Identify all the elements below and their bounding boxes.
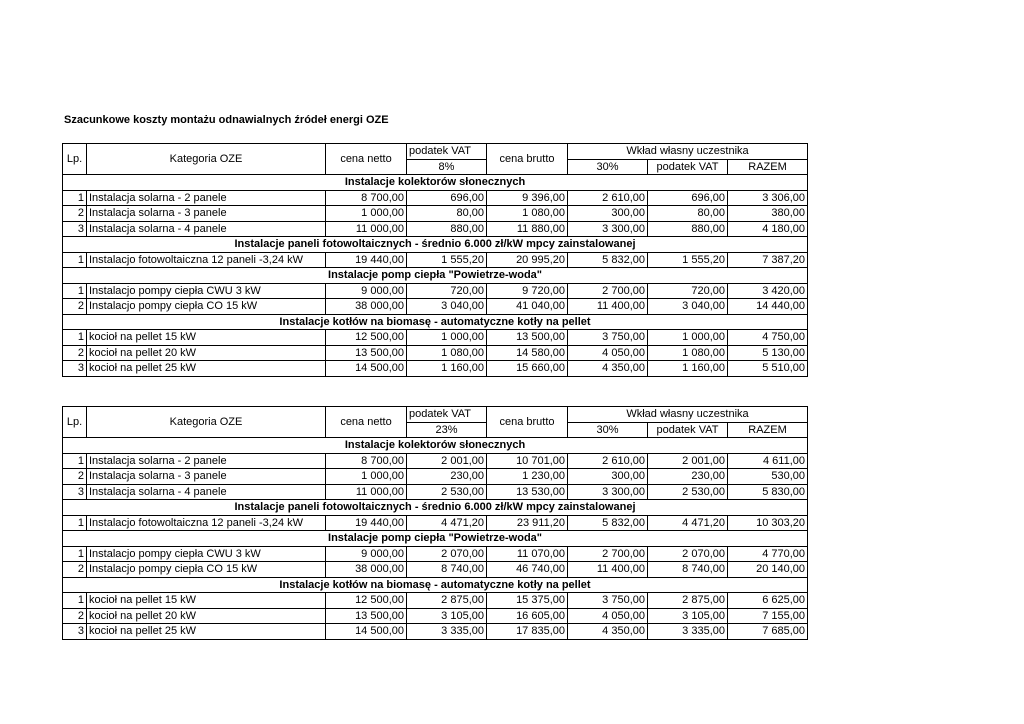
row-net-price: 38 000,00	[326, 562, 407, 578]
row-own-30: 3 750,00	[568, 593, 648, 609]
row-own-vat: 3 105,00	[648, 608, 728, 624]
row-own-total: 4 770,00	[728, 546, 808, 562]
table-row	[63, 608, 808, 624]
row-vat: 696,00	[407, 190, 487, 206]
section-row	[63, 500, 808, 516]
row-own-total: 7 387,20	[728, 252, 808, 268]
row-vat: 3 105,00	[407, 608, 487, 624]
section-row	[63, 577, 808, 593]
row-lp: 1	[63, 330, 87, 346]
row-own-total: 4 750,00	[728, 330, 808, 346]
row-own-vat: 880,00	[648, 221, 728, 237]
row-net-price: 11 000,00	[326, 221, 407, 237]
row-gross-price: 16 605,00	[487, 608, 568, 624]
header-vat-rate: 8%	[407, 159, 487, 175]
row-gross-price: 23 911,20	[487, 515, 568, 531]
row-own-30: 300,00	[568, 206, 648, 222]
row-own-total: 5 130,00	[728, 345, 808, 361]
row-own-vat: 3 040,00	[648, 299, 728, 315]
row-own-total: 3 306,00	[728, 190, 808, 206]
row-gross-price: 17 835,00	[487, 624, 568, 640]
row-own-30: 2 610,00	[568, 453, 648, 469]
row-lp: 1	[63, 515, 87, 531]
row-own-30: 3 750,00	[568, 330, 648, 346]
row-lp: 3	[63, 484, 87, 500]
row-gross-price: 1 230,00	[487, 469, 568, 485]
table-row	[63, 345, 808, 361]
row-gross-price: 9 396,00	[487, 190, 568, 206]
row-vat: 720,00	[407, 283, 487, 299]
row-vat: 2 001,00	[407, 453, 487, 469]
row-gross-price: 10 701,00	[487, 453, 568, 469]
row-lp: 1	[63, 453, 87, 469]
header-category: Kategoria OZE	[87, 144, 326, 175]
row-own-vat: 2 001,00	[648, 453, 728, 469]
row-lp: 2	[63, 469, 87, 485]
row-lp: 1	[63, 546, 87, 562]
row-category-name: Instalacjo fotowoltaiczna 12 paneli -3,24 kW	[87, 515, 326, 531]
header-category: Kategoria OZE	[87, 407, 326, 438]
row-category-name: Instalacjo pompy ciepła CWU 3 kW	[87, 283, 326, 299]
row-category-name: Instalacjo pompy ciepła CWU 3 kW	[87, 546, 326, 562]
row-own-30: 5 832,00	[568, 252, 648, 268]
table-row	[63, 515, 808, 531]
header-net-price: cena netto	[326, 144, 407, 175]
row-gross-price: 20 995,20	[487, 252, 568, 268]
row-own-total: 7 155,00	[728, 608, 808, 624]
row-vat: 80,00	[407, 206, 487, 222]
row-own-total: 5 830,00	[728, 484, 808, 500]
row-own-vat: 80,00	[648, 206, 728, 222]
row-net-price: 9 000,00	[326, 546, 407, 562]
row-lp: 2	[63, 299, 87, 315]
row-category-name: Instalacja solarna - 3 panele	[87, 469, 326, 485]
row-own-30: 3 300,00	[568, 221, 648, 237]
row-own-vat: 720,00	[648, 283, 728, 299]
row-own-vat: 696,00	[648, 190, 728, 206]
row-own-total: 4 180,00	[728, 221, 808, 237]
header-row	[63, 407, 808, 423]
row-net-price: 13 500,00	[326, 608, 407, 624]
row-gross-price: 46 740,00	[487, 562, 568, 578]
row-own-vat: 1 160,00	[648, 361, 728, 377]
header-lp: Lp.	[63, 407, 87, 438]
cost-table-vat-23	[62, 406, 808, 640]
row-vat: 2 875,00	[407, 593, 487, 609]
row-own-total: 3 420,00	[728, 283, 808, 299]
row-category-name: Instalacjo fotowoltaiczna 12 paneli -3,24 kW	[87, 252, 326, 268]
row-vat: 880,00	[407, 221, 487, 237]
row-vat: 1 160,00	[407, 361, 487, 377]
section-title: Instalacje pomp ciepła "Powietrze-woda"	[63, 531, 808, 547]
section-row	[63, 438, 808, 454]
document-title: Szacunkowe koszty montażu odnawialnych źródeł energi OZE	[64, 114, 389, 126]
row-own-vat: 2 875,00	[648, 593, 728, 609]
header-vat: podatek VAT	[407, 407, 487, 423]
row-net-price: 12 500,00	[326, 593, 407, 609]
table-row	[63, 453, 808, 469]
section-title: Instalacje kolektorów słonecznych	[63, 438, 808, 454]
row-net-price: 19 440,00	[326, 515, 407, 531]
row-vat: 230,00	[407, 469, 487, 485]
cost-table-vat-8	[62, 143, 808, 377]
header-net-price: cena netto	[326, 407, 407, 438]
row-own-vat: 1 555,20	[648, 252, 728, 268]
row-own-30: 11 400,00	[568, 562, 648, 578]
row-gross-price: 15 660,00	[487, 361, 568, 377]
section-row	[63, 268, 808, 284]
row-category-name: Instalacja solarna - 3 panele	[87, 206, 326, 222]
row-lp: 1	[63, 252, 87, 268]
row-vat: 2 530,00	[407, 484, 487, 500]
row-own-30: 11 400,00	[568, 299, 648, 315]
row-gross-price: 14 580,00	[487, 345, 568, 361]
row-lp: 3	[63, 361, 87, 377]
row-net-price: 13 500,00	[326, 345, 407, 361]
row-net-price: 11 000,00	[326, 484, 407, 500]
row-lp: 1	[63, 190, 87, 206]
table-row	[63, 252, 808, 268]
row-own-vat: 1 000,00	[648, 330, 728, 346]
header-own-vat: podatek VAT	[648, 159, 728, 175]
row-own-total: 380,00	[728, 206, 808, 222]
section-row	[63, 175, 808, 191]
header-row	[63, 144, 808, 160]
header-own-contribution: Wkład własny uczestnika	[568, 144, 808, 160]
row-own-30: 4 050,00	[568, 608, 648, 624]
row-net-price: 14 500,00	[326, 624, 407, 640]
row-own-vat: 4 471,20	[648, 515, 728, 531]
row-lp: 3	[63, 221, 87, 237]
row-category-name: kocioł na pellet 20 kW	[87, 345, 326, 361]
row-vat: 2 070,00	[407, 546, 487, 562]
table-row	[63, 190, 808, 206]
row-own-total: 530,00	[728, 469, 808, 485]
header-gross-price: cena brutto	[487, 407, 568, 438]
row-own-total: 6 625,00	[728, 593, 808, 609]
row-gross-price: 13 530,00	[487, 484, 568, 500]
table-row	[63, 546, 808, 562]
row-vat: 4 471,20	[407, 515, 487, 531]
row-own-vat: 1 080,00	[648, 345, 728, 361]
table-row	[63, 330, 808, 346]
row-own-30: 3 300,00	[568, 484, 648, 500]
row-own-vat: 2 530,00	[648, 484, 728, 500]
section-title: Instalacje kolektorów słonecznych	[63, 175, 808, 191]
header-gross-price: cena brutto	[487, 144, 568, 175]
row-own-30: 2 610,00	[568, 190, 648, 206]
row-category-name: kocioł na pellet 25 kW	[87, 624, 326, 640]
table-row	[63, 221, 808, 237]
section-title: Instalacje paneli fotowoltaicznych - średnio 6.000 zł/kW mpcy zainstalowanej	[63, 500, 808, 516]
header-vat: podatek VAT	[407, 144, 487, 160]
row-gross-price: 1 080,00	[487, 206, 568, 222]
row-net-price: 12 500,00	[326, 330, 407, 346]
table-row	[63, 484, 808, 500]
section-title: Instalacje kotłów na biomasę - automatyczne kotły na pellet	[63, 577, 808, 593]
row-vat: 1 555,20	[407, 252, 487, 268]
row-own-vat: 230,00	[648, 469, 728, 485]
row-gross-price: 11 070,00	[487, 546, 568, 562]
row-net-price: 8 700,00	[326, 453, 407, 469]
section-row	[63, 237, 808, 253]
section-row	[63, 314, 808, 330]
table-row	[63, 593, 808, 609]
header-own-contribution: Wkład własny uczestnika	[568, 407, 808, 423]
row-lp: 2	[63, 562, 87, 578]
row-net-price: 9 000,00	[326, 283, 407, 299]
row-category-name: Instalacja solarna - 2 panele	[87, 453, 326, 469]
row-lp: 2	[63, 608, 87, 624]
table-row	[63, 206, 808, 222]
table-row	[63, 469, 808, 485]
section-title: Instalacje kotłów na biomasę - automatyczne kotły na pellet	[63, 314, 808, 330]
table-row	[63, 283, 808, 299]
row-own-total: 7 685,00	[728, 624, 808, 640]
row-net-price: 14 500,00	[326, 361, 407, 377]
row-own-total: 5 510,00	[728, 361, 808, 377]
row-gross-price: 11 880,00	[487, 221, 568, 237]
row-own-30: 2 700,00	[568, 546, 648, 562]
row-own-30: 5 832,00	[568, 515, 648, 531]
row-category-name: Instalacja solarna - 2 panele	[87, 190, 326, 206]
row-lp: 1	[63, 593, 87, 609]
row-gross-price: 15 375,00	[487, 593, 568, 609]
section-row	[63, 531, 808, 547]
row-own-total: 14 440,00	[728, 299, 808, 315]
table-row	[63, 562, 808, 578]
header-own-total: RAZEM	[728, 159, 808, 175]
header-vat-rate: 23%	[407, 422, 487, 438]
row-net-price: 1 000,00	[326, 206, 407, 222]
table-row	[63, 299, 808, 315]
row-net-price: 8 700,00	[326, 190, 407, 206]
row-net-price: 38 000,00	[326, 299, 407, 315]
header-own-total: RAZEM	[728, 422, 808, 438]
row-own-total: 10 303,20	[728, 515, 808, 531]
row-lp: 2	[63, 206, 87, 222]
row-vat: 1 000,00	[407, 330, 487, 346]
row-category-name: kocioł na pellet 15 kW	[87, 330, 326, 346]
row-own-total: 4 611,00	[728, 453, 808, 469]
row-own-30: 2 700,00	[568, 283, 648, 299]
section-title: Instalacje paneli fotowoltaicznych - średnio 6.000 zł/kW mpcy zainstalowanej	[63, 237, 808, 253]
section-title: Instalacje pomp ciepła "Powietrze-woda"	[63, 268, 808, 284]
table-row	[63, 624, 808, 640]
header-own-percent: 30%	[568, 159, 648, 175]
row-category-name: kocioł na pellet 20 kW	[87, 608, 326, 624]
row-category-name: Instalacjo pompy ciepła CO 15 kW	[87, 562, 326, 578]
row-own-vat: 3 335,00	[648, 624, 728, 640]
row-lp: 3	[63, 624, 87, 640]
row-gross-price: 41 040,00	[487, 299, 568, 315]
row-vat: 1 080,00	[407, 345, 487, 361]
row-lp: 2	[63, 345, 87, 361]
row-vat: 8 740,00	[407, 562, 487, 578]
row-vat: 3 335,00	[407, 624, 487, 640]
row-gross-price: 13 500,00	[487, 330, 568, 346]
row-category-name: kocioł na pellet 15 kW	[87, 593, 326, 609]
header-own-vat: podatek VAT	[648, 422, 728, 438]
row-gross-price: 9 720,00	[487, 283, 568, 299]
row-own-total: 20 140,00	[728, 562, 808, 578]
row-own-vat: 8 740,00	[648, 562, 728, 578]
row-lp: 1	[63, 283, 87, 299]
row-own-30: 4 350,00	[568, 361, 648, 377]
row-own-30: 4 050,00	[568, 345, 648, 361]
header-own-percent: 30%	[568, 422, 648, 438]
row-category-name: Instalacja solarna - 4 panele	[87, 484, 326, 500]
row-own-vat: 2 070,00	[648, 546, 728, 562]
row-category-name: Instalacja solarna - 4 panele	[87, 221, 326, 237]
row-net-price: 1 000,00	[326, 469, 407, 485]
row-net-price: 19 440,00	[326, 252, 407, 268]
row-vat: 3 040,00	[407, 299, 487, 315]
row-own-30: 4 350,00	[568, 624, 648, 640]
row-category-name: Instalacjo pompy ciepła CO 15 kW	[87, 299, 326, 315]
row-category-name: kocioł na pellet 25 kW	[87, 361, 326, 377]
table-row	[63, 361, 808, 377]
row-own-30: 300,00	[568, 469, 648, 485]
header-lp: Lp.	[63, 144, 87, 175]
